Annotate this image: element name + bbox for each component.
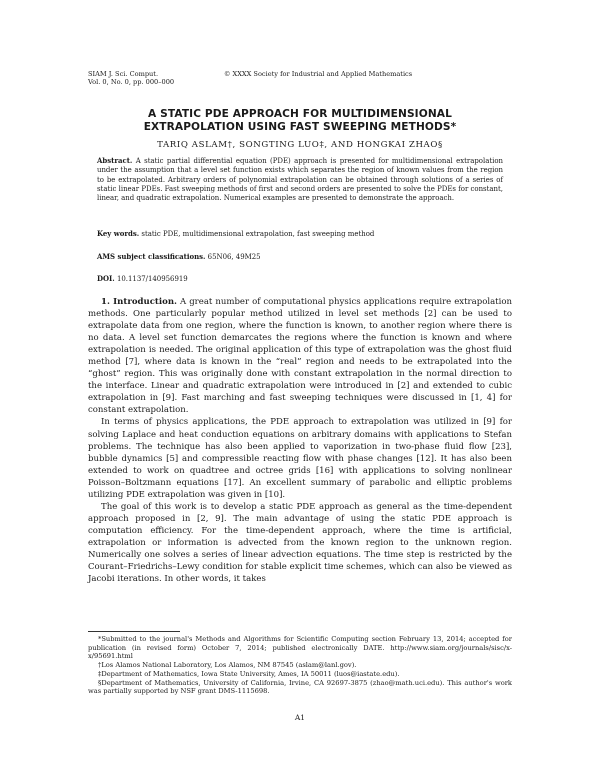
intro-paragraph-1-text: A great number of computational physics applications require extrapolation methods. One particularly popular method utilized in level set methods [2] can be used to extrapolate data from one region, where the function is known, to another region where there is no data. A level set function demarcates the regions where the function is known and where extrapolation is needed. The original application of this type of extrapolation was the ghost fluid method [7], where data is known in the “real” region and needs to be extrapolated into the “ghost” region. This was originally done with constant extrapolation in the normal direction to the interface. Linear and quadratic extrapolation were introduced in [2] and extended to cubic extrapolation in [9]. Fast marching and fast sweeping techniques were discussed in [1, 4] for constant extrapolation. — [88, 297, 512, 416]
author-list: TARIQ ASLAM†, SONGTING LUO‡, AND HONGKAI ZHAO§ — [157, 140, 443, 150]
intro-paragraph-2: In terms of physics applications, the PDE approach to extrapolation was utilized in [9] for solving Laplace and heat conduction equations on arbitrary domains with applications to Stefan problems. The technique has also been applied to vaporization in two-phase fluid flow [23], bubble dynamics [5] and compressible reacting flow with phase changes [12]. It has also been extended to work on quadtree and octree grids [16] with applications to solving nonlinear Poisson–Boltzmann equations [17]. An excellent summary of parabolic and elliptic problems utilizing PDE extrapolation was given in [10]. — [88, 417, 512, 500]
footnote-submission: *Submitted to the journal's Methods and Algorithms for Scientific Computing section February 13, 2014; accepted for publication (in revised form) October 7, 2014; published electronically DATE. http://www.siam.org/journals/sisc/x-x/95691.html — [88, 635, 512, 661]
abstract-text: A static partial differential equation (PDE) approach is presented for multidimensional extrapolation under the assumption that a level set function exists which separates the region of known values from the region to be extrapolated. Arbitrary orders of polynomial extrapolation can be obtained through solutions of a series of static linear PDEs. Fast sweeping methods of first and second orders are presented to solve the PDEs for constant, linear, and quadratic extrapolation. Numerical examples are presented to demonstrate the approach. — [97, 157, 503, 203]
page-number: A1 — [294, 713, 306, 722]
copyright-text: © XXXX Society for Industrial and Applied Mathematics — [223, 70, 413, 78]
title-line-2: EXTRAPOLATION USING FAST SWEEPING METHODS* — [143, 121, 457, 133]
footnote-rule — [88, 631, 180, 632]
ams-classifications — [97, 252, 503, 262]
keywords-label: Key words. — [97, 229, 140, 238]
doi — [97, 274, 503, 284]
ams-label: AMS subject classifications. — [97, 252, 206, 261]
section-heading: 1. Introduction. — [101, 297, 178, 307]
keywords-text: static PDE, multidimensional extrapolation, fast sweeping method — [141, 230, 375, 238]
abstract-label: Abstract. — [97, 156, 133, 165]
title-line-1: A STATIC PDE APPROACH FOR MULTIDIMENSIONAL — [148, 108, 452, 120]
copyright-line — [0, 70, 600, 78]
abstract — [97, 156, 503, 204]
keywords — [97, 229, 503, 239]
footnotes — [88, 635, 512, 696]
footnote-author-1: †Los Alamos National Laboratory, Los Alamos, NM 87545 (aslam@lanl.gov). — [98, 661, 357, 670]
doi-label: DOI. — [97, 274, 115, 283]
ams-text: 65N06, 49M25 — [207, 253, 261, 261]
journal-name: SIAM J. Sci. Comput. — [88, 70, 159, 78]
footnote-author-2: ‡Department of Mathematics, Iowa State University, Ames, IA 50011 (luos@iastate.edu). — [98, 669, 400, 678]
footnote-author-3: §Department of Mathematics, University of California, Irvine, CA 92697-3875 (zhao@math.uci.edu). This author's work was partially supported by NSF grant DMS-1115698. — [88, 678, 512, 696]
introduction-section — [88, 296, 512, 585]
paper-title — [60, 108, 540, 134]
intro-paragraph-1 — [88, 296, 512, 416]
doi-text: 10.1137/140956919 — [116, 275, 188, 283]
intro-paragraph-3: The goal of this work is to develop a static PDE approach as general as the time-dependent approach proposed in [2, 9]. The main advantage of using the static PDE approach is computation efficiency. For the time-dependent approach, where the time is artificial, extrapolation or information is advected from the known region to the unknown region. Numerically one solves a series of linear advection equations. The time step is restricted by the Courant–Friedrichs–Lewy condition for stable explicit time schemes, which can also be viewed as Jacobi iterations. In other words, it takes — [88, 501, 512, 585]
journal-volume: Vol. 0, No. 0, pp. 000–000 — [88, 78, 175, 87]
